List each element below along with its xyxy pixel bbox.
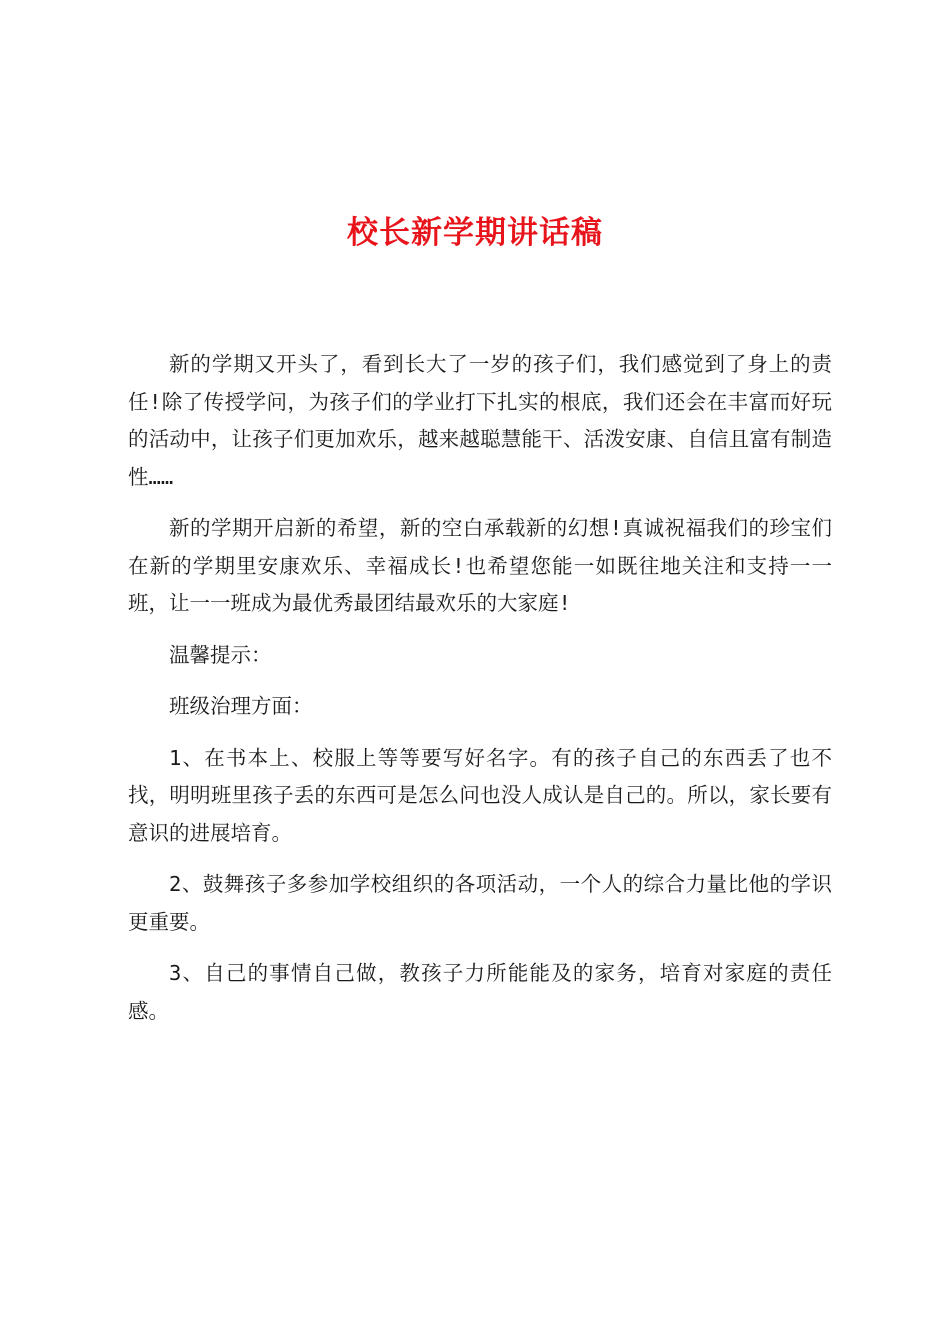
paragraph-wishes: 新的学期开启新的希望，新的空白承载新的幻想!真诚祝福我们的珍宝们在新的学期里安康欢乐、幸福成长!也希望您能一如既往地关注和支持一一班，让一一班成为最优秀最团结最欢乐的大家庭! [128,516,832,615]
paragraph-intro: 新的学期又开头了，看到长大了一岁的孩子们，我们感觉到了身上的责任!除了传授学问，为孩子们的学业打下扎实的根底，我们还会在丰富而好玩的活动中，让孩子们更加欢乐，越来越聪慧能干、活泼安康、自信且富有制造性…… [128,352,832,489]
paragraph-item-2: 2、鼓舞孩子多参加学校组织的各项活动，一个人的综合力量比他的学识更重要。 [128,872,832,934]
document-title: 校长新学期讲话稿 [347,215,603,251]
paragraph-tips-heading: 温馨提示： [169,642,272,667]
paragraph-item-3: 3、自己的事情自己做，教孩子力所能能及的家务，培育对家庭的责任感。 [128,961,832,1023]
paragraph-item-1: 1、在书本上、校服上等等要写好名字。有的孩子自己的东西丢了也不找，明明班里孩子丢的东西可是怎么问也没人成认是自己的。所以，家长要有意识的进展培育。 [128,745,832,845]
paragraph-class-management-heading: 班级治理方面： [169,694,313,718]
document-body [128,346,832,1030]
